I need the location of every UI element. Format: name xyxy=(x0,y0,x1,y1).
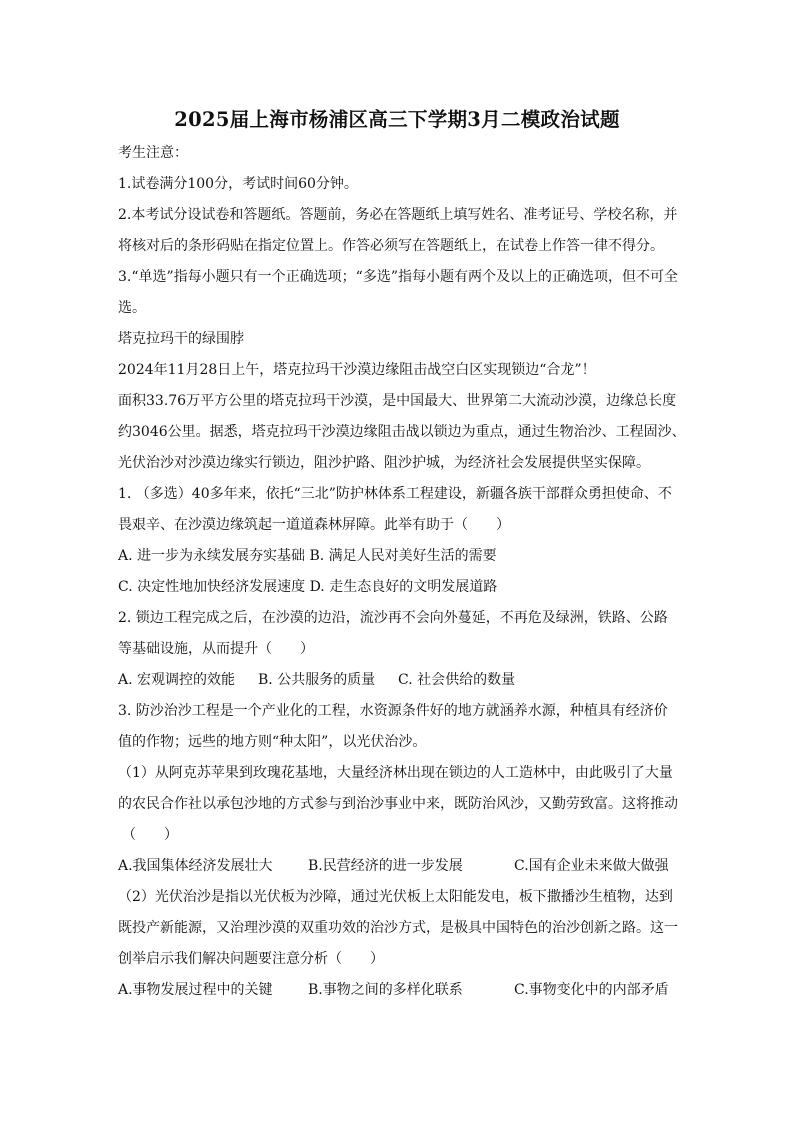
question-3-sub-2-option-a: A.事物发展过程中的关键 xyxy=(118,982,273,998)
question-3-sub-2-option-c: C.事物变化中的内部矛盾 xyxy=(514,982,669,998)
question-1-options-cd xyxy=(118,576,683,607)
passage-line-1: 2024年11月28日上午，塔克拉玛干沙漠边缘阻击战空白区实现锁边“合龙”！ xyxy=(118,362,596,378)
notice-item-3-line-2: 选。 xyxy=(118,300,146,316)
question-2-option-a: A. 宏观调控的效能 xyxy=(118,672,236,688)
question-3-line-2: 值的作物；远些的地方则“种太阳”，以光伏治沙。 xyxy=(118,734,427,750)
question-3-sub-1-line-3: （ ） xyxy=(122,827,178,843)
exam-content xyxy=(118,142,686,1010)
passage-heading: 塔克拉玛干的绿围脖 xyxy=(118,331,244,347)
question-3-sub-1-line-2: 的农民合作社以承包沙地的方式参与到治沙事业中来，既防治风沙，又勤劳致富。这将推动 xyxy=(118,796,678,812)
notice-heading: 考生注意： xyxy=(118,145,188,161)
passage-line-4: 光伏治沙对沙漠边缘实行锁边，阻沙护路、阻沙护城，为经济社会发展提供坚实保障。 xyxy=(118,455,650,471)
question-3-sub-1-option-c: C.国有企业未来做大做强 xyxy=(514,858,669,874)
question-2-line-1: 2. 锁边工程完成之后，在沙漠的边沿，流沙再不会向外蔓延，不再危及绿洲，铁路、公路 xyxy=(118,610,668,626)
passage-line-3: 约3046公里。据悉，塔克拉玛干沙漠边缘阻击战以锁边为重点，通过生物治沙、工程固沙、 xyxy=(118,424,686,440)
question-2-options xyxy=(118,669,683,700)
question-1-line-1: 1. （多选）40多年来，依托“三北”防护林体系工程建设，新疆各族干部群众勇担使命、不 xyxy=(118,486,672,502)
question-1-option-c: C. 决定性地加快经济发展速度 xyxy=(118,579,306,595)
question-3-sub-2-line-3: 创举启示我们解决问题要注意分析（ ） xyxy=(118,951,384,967)
question-1-options-ab xyxy=(118,545,683,576)
question-3-sub-2-line-2: 既投产新能源，又治理沙漠的双重功效的治沙方式，是极具中国特色的治沙创新之路。这一 xyxy=(118,920,678,936)
question-3-sub-1-line-1: （1）从阿克苏苹果到玫瑰花基地，大量经济林出现在锁边的人工造林中，由此吸引了大量 xyxy=(118,765,673,781)
exam-title: 2025届上海市杨浦区高三下学期3月二模政治试题 xyxy=(174,108,620,131)
notice-item-1: 1.试卷满分100分，考试时间60分钟。 xyxy=(118,176,358,192)
question-3-sub-2-line-1: （2）光伏治沙是指以光伏板为沙障，通过光伏板上太阳能发电，板下撒播沙生植物，达到 xyxy=(118,889,673,905)
question-3-sub-1-option-b: B.民营经济的进一步发展 xyxy=(308,858,463,874)
question-2-option-b: B. 公共服务的质量 xyxy=(258,672,376,688)
question-3-sub-2-options xyxy=(118,979,683,1010)
notice-item-2-line-2: 将核对后的条形码贴在指定位置上。作答必须写在答题纸上，在试卷上作答一律不得分。 xyxy=(118,238,664,254)
passage-line-2: 面积33.76万平方公里的塔克拉玛干沙漠，是中国最大、世界第二大流动沙漠，边缘总长度 xyxy=(118,393,677,409)
question-1-option-b: B. 满足人民对美好生活的需要 xyxy=(309,548,497,564)
notice-item-3-line-1: 3.“单选”指每小题只有一个正确选项；“多选”指每小题有两个及以上的正确选项，但不可全 xyxy=(118,269,678,285)
question-1-line-2: 畏艰辛、在沙漠边缘筑起一道道森林屏障。此举有助于（ ） xyxy=(118,517,510,533)
notice-item-2-line-1: 2.本考试分设试卷和答题纸。答题前，务必在答题纸上填写姓名、准考证号、学校名称，并 xyxy=(118,207,678,223)
question-3-sub-1-option-a: A.我国集体经济发展壮大 xyxy=(118,858,273,874)
question-3-sub-2-option-b: B.事物之间的多样化联系 xyxy=(308,982,463,998)
question-1-option-d: D. 走生态良好的文明发展道路 xyxy=(309,579,498,595)
question-1-option-a: A. 进一步为永续发展夯实基础 xyxy=(118,548,306,564)
question-3-sub-1-options xyxy=(118,855,683,886)
question-2-option-c: C. 社会供给的数量 xyxy=(398,672,516,688)
question-2-line-2: 等基础设施，从而提升（ ） xyxy=(118,641,314,657)
question-3-line-1: 3. 防沙治沙工程是一个产业化的工程，水资源条件好的地方就涵养水源，种植具有经济价 xyxy=(118,703,668,719)
